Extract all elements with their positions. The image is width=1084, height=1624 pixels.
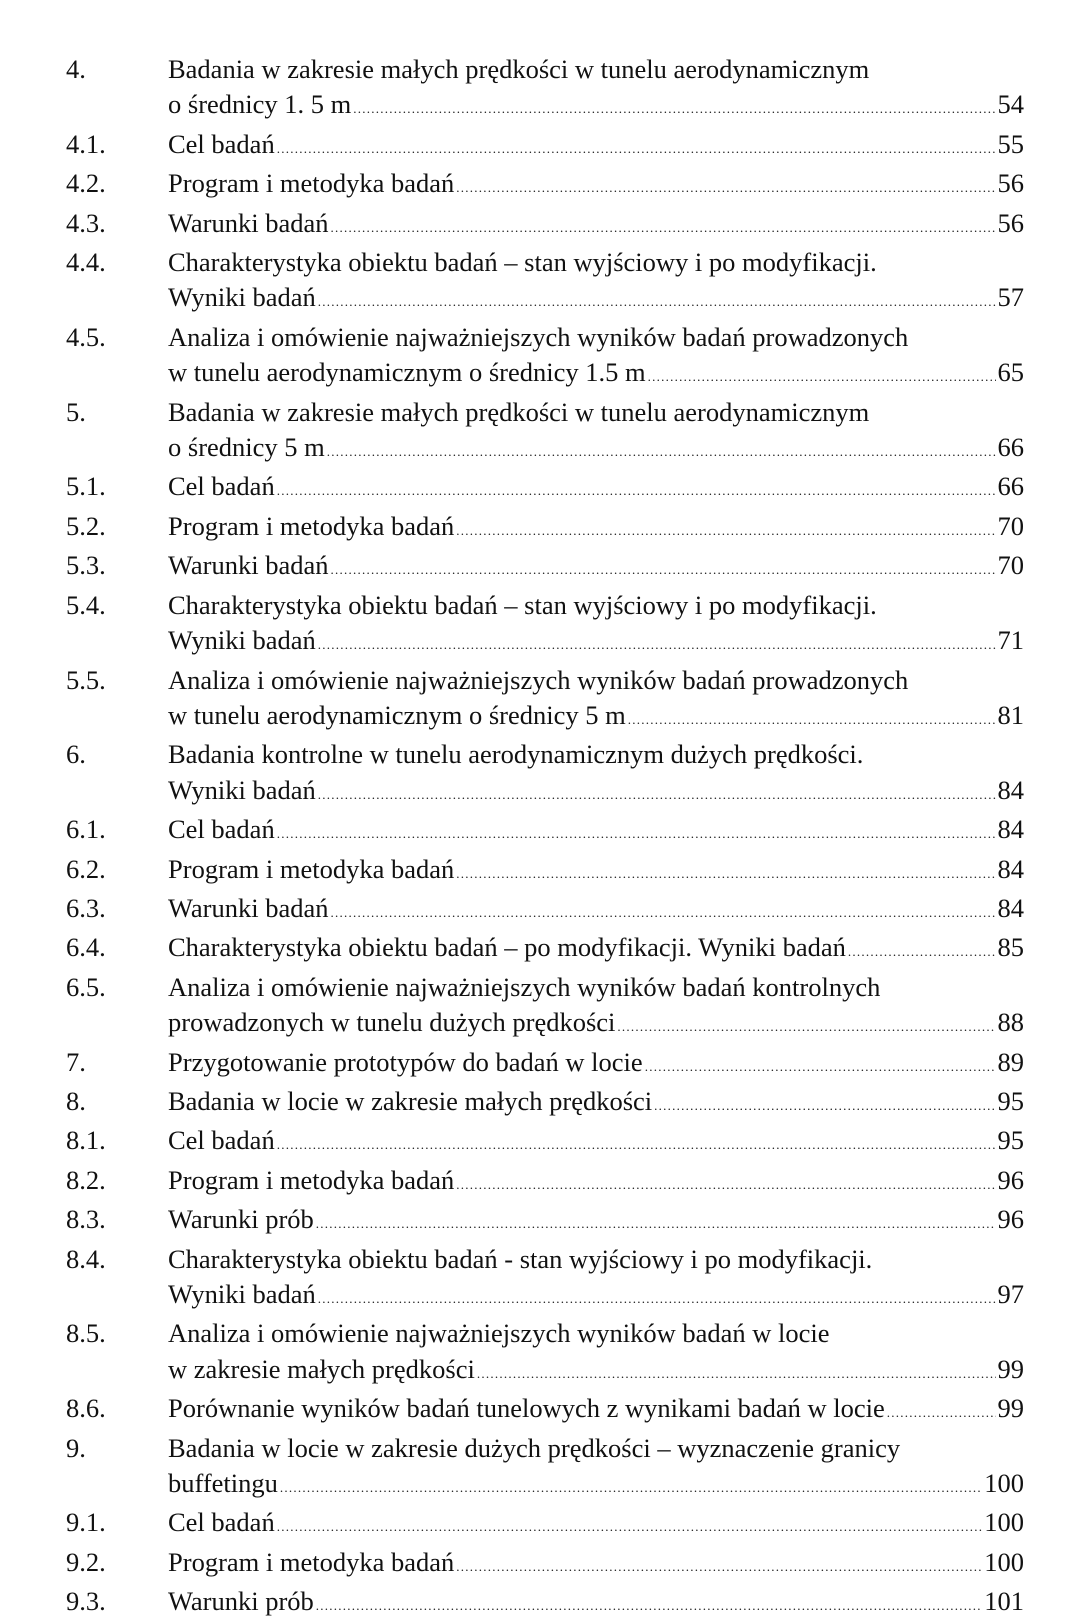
toc-entry-number: 4.2. <box>66 168 106 199</box>
toc-entry-leader-line <box>168 623 1024 662</box>
toc-entry-title: Cel badań <box>168 471 275 502</box>
toc-entry-title: o średnicy 5 m <box>168 432 325 463</box>
dot-leader <box>318 1277 996 1316</box>
dot-leader <box>456 166 995 205</box>
toc-entry-title: Porównanie wyników badań tunelowych z wynikami badań w locie <box>168 1393 885 1424</box>
toc-entry-body <box>168 1084 1024 1123</box>
dot-leader <box>456 1163 995 1202</box>
toc-entry-leader-line <box>168 1163 1024 1202</box>
dot-leader <box>331 548 996 587</box>
toc-entry-number: 6.4. <box>66 932 106 963</box>
toc-entry-page-number: 96 <box>997 1164 1024 1195</box>
toc-entry-page-number: 89 <box>997 1046 1024 1077</box>
toc-entry-leader-line <box>168 1391 1024 1430</box>
dot-leader <box>327 430 996 469</box>
toc-entry-number: 5.2. <box>66 510 106 541</box>
toc-entry-number: 6.5. <box>66 971 106 1002</box>
toc-entry-title: Przygotowanie prototypów do badań w locie <box>168 1046 643 1077</box>
toc-entry <box>66 320 1024 395</box>
dot-leader <box>277 812 996 851</box>
toc-entry-body <box>168 206 1024 245</box>
dot-leader <box>645 1045 996 1084</box>
toc-entry-number: 5. <box>66 396 86 427</box>
toc-entry-number: 5.4. <box>66 589 106 620</box>
toc-entry <box>66 127 1024 166</box>
toc-entry-page-number: 70 <box>997 550 1024 581</box>
toc-entry-number: 8.4. <box>66 1243 106 1274</box>
toc-entry-title: Badania w locie w zakresie małych prędkości <box>168 1085 653 1116</box>
toc-entry-leader-line <box>168 280 1024 319</box>
toc-entry <box>66 812 1024 851</box>
dot-leader <box>331 891 996 930</box>
toc-entry-title: w zakresie małych prędkości <box>168 1353 475 1384</box>
toc-entry-body <box>168 930 1024 969</box>
toc-entry-title-line: Badania kontrolne w tunelu aerodynamicznym dużych prędkości. <box>168 739 864 770</box>
toc-entry-number: 6.3. <box>66 892 106 923</box>
toc-entry-body <box>168 509 1024 548</box>
toc-entry-title: Warunki badań <box>168 550 329 581</box>
dot-leader <box>277 1123 996 1162</box>
toc-entry-leader-line <box>168 166 1024 205</box>
toc-entry-leader-line <box>168 698 1024 737</box>
toc-entry-page-number: 56 <box>997 207 1024 238</box>
toc-entry-title-line: Charakterystyka obiektu badań – stan wyjściowy i po modyfikacji. <box>168 589 877 620</box>
toc-entry-page-number: 65 <box>997 357 1024 388</box>
toc-entry-title: o średnicy 1. 5 m <box>168 89 352 120</box>
toc-entry-leader-line <box>168 1584 1024 1623</box>
toc-entry-title: Cel badań <box>168 1125 275 1156</box>
toc-entry-body <box>168 737 1024 812</box>
toc-entry-body <box>168 812 1024 851</box>
toc-entry-title: Program i metodyka badań <box>168 853 455 884</box>
toc-entry-page-number: 95 <box>997 1125 1024 1156</box>
toc-entry-page-number: 84 <box>997 814 1024 845</box>
dot-leader <box>456 1545 982 1584</box>
toc-entry <box>66 469 1024 508</box>
toc-entry-page-number: 84 <box>997 892 1024 923</box>
toc-entry-title: Wyniki badań <box>168 1279 316 1309</box>
toc-entry-page-number: 97 <box>997 1279 1024 1309</box>
toc-entry-page-number: 66 <box>997 432 1024 463</box>
toc-entry-title: Warunki badań <box>168 207 329 238</box>
toc-entry <box>66 1242 1024 1317</box>
dot-leader <box>456 509 995 548</box>
toc-entry <box>66 588 1024 663</box>
toc-entry <box>66 1316 1024 1391</box>
toc-entry-title-line: Badania w locie w zakresie dużych prędkości – wyznaczenie granicy <box>168 1432 901 1463</box>
toc-entry-page-number: 81 <box>997 699 1024 730</box>
toc-entry-body <box>168 1123 1024 1162</box>
toc-entry-leader-line <box>168 1505 1024 1544</box>
toc-entry <box>66 1505 1024 1544</box>
toc-entry-body <box>168 891 1024 930</box>
toc-entry-body <box>168 1391 1024 1430</box>
toc-entry-body <box>168 1242 1024 1317</box>
toc-entry-body <box>168 52 1024 127</box>
dot-leader <box>617 1005 995 1044</box>
toc-entry-page-number: 101 <box>984 1586 1024 1617</box>
toc-entry-number: 6. <box>66 739 86 770</box>
toc-entry-title: Warunki badań <box>168 892 329 923</box>
toc-entry-title: Program i metodyka badań <box>168 168 455 199</box>
dot-leader <box>316 1584 982 1623</box>
toc-entry-title-line: Analiza i omówienie najważniejszych wyników badań prowadzonych <box>168 664 909 695</box>
toc-entry-leader-line <box>168 1045 1024 1084</box>
toc-entry-leader-line <box>168 430 1024 469</box>
toc-entry-leader-line <box>168 1005 1024 1044</box>
dot-leader <box>887 1391 996 1430</box>
toc-entry-leader-line <box>168 509 1024 548</box>
toc-entry <box>66 166 1024 205</box>
toc-entry-body <box>168 1202 1024 1241</box>
toc-entry <box>66 1431 1024 1506</box>
dot-leader <box>331 206 996 245</box>
dot-leader <box>277 1505 983 1544</box>
toc-entry-body <box>168 663 1024 738</box>
toc-entry-number: 5.5. <box>66 664 106 695</box>
toc-entry-number: 8.1. <box>66 1125 106 1156</box>
toc-entry-number: 6.2. <box>66 853 106 884</box>
toc-entry-title: w tunelu aerodynamicznym o średnicy 5 m <box>168 699 626 730</box>
toc-entry-page-number: 99 <box>997 1393 1024 1424</box>
toc-entry-body <box>168 588 1024 663</box>
toc-entry <box>66 245 1024 320</box>
toc-entry <box>66 930 1024 969</box>
dot-leader <box>277 127 996 166</box>
dot-leader <box>628 698 996 737</box>
toc-entry <box>66 1163 1024 1202</box>
toc-entry-number: 5.1. <box>66 471 106 502</box>
toc-entry-title-line: Analiza i omówienie najważniejszych wyników badań w locie <box>168 1318 830 1349</box>
toc-entry-leader-line <box>168 891 1024 930</box>
toc-entry <box>66 1545 1024 1584</box>
toc-entry-number: 9.3. <box>66 1586 106 1617</box>
toc-entry-body <box>168 852 1024 891</box>
toc-entry-leader-line <box>168 206 1024 245</box>
table-of-contents <box>66 52 1024 1624</box>
toc-entry <box>66 1045 1024 1084</box>
toc-entry <box>66 852 1024 891</box>
dot-leader <box>318 280 996 319</box>
toc-entry-body <box>168 970 1024 1045</box>
dot-leader <box>318 623 996 662</box>
toc-entry-body <box>168 245 1024 320</box>
toc-entry-title: buffetingu <box>168 1468 278 1499</box>
toc-entry-leader-line <box>168 1545 1024 1584</box>
toc-entry-body <box>168 1316 1024 1391</box>
toc-entry-page-number: 95 <box>997 1085 1024 1116</box>
toc-entry <box>66 509 1024 548</box>
toc-entry-number: 4. <box>66 54 86 84</box>
toc-entry-page-number: 55 <box>997 128 1024 159</box>
toc-entry <box>66 1123 1024 1162</box>
toc-entry <box>66 970 1024 1045</box>
toc-entry-leader-line <box>168 773 1024 812</box>
toc-entry-title: Cel badań <box>168 1507 275 1538</box>
toc-entry-title-line: Charakterystyka obiektu badań - stan wyjściowy i po modyfikacji. <box>168 1243 873 1274</box>
toc-entry-title: Cel badań <box>168 814 275 845</box>
toc-entry-leader-line <box>168 812 1024 851</box>
toc-entry-number: 4.3. <box>66 207 106 238</box>
toc-entry-title: Warunki prób <box>168 1204 314 1235</box>
toc-entry <box>66 737 1024 812</box>
toc-entry <box>66 206 1024 245</box>
toc-entry-leader-line <box>168 852 1024 891</box>
toc-entry <box>66 52 1024 127</box>
toc-entry-number: 4.5. <box>66 321 106 352</box>
toc-entry-page-number: 96 <box>997 1204 1024 1235</box>
toc-entry-body <box>168 548 1024 587</box>
toc-entry-page-number: 100 <box>984 1468 1024 1499</box>
toc-entry-number: 8. <box>66 1085 86 1116</box>
toc-entry-page-number: 71 <box>997 625 1024 656</box>
toc-entry-title: Wyniki badań <box>168 774 316 805</box>
toc-entry-number: 4.4. <box>66 247 106 278</box>
toc-entry-title: Program i metodyka badań <box>168 510 455 541</box>
toc-entry-title-line: Badania w zakresie małych prędkości w tunelu aerodynamicznym <box>168 54 870 84</box>
toc-entry-body <box>168 166 1024 205</box>
toc-entry <box>66 1084 1024 1123</box>
toc-entry-leader-line <box>168 1084 1024 1123</box>
toc-entry-page-number: 84 <box>997 853 1024 884</box>
toc-entry <box>66 891 1024 930</box>
toc-entry-number: 8.3. <box>66 1204 106 1235</box>
toc-entry-page-number: 66 <box>997 471 1024 502</box>
toc-entry-page-number: 56 <box>997 168 1024 199</box>
toc-entry-number: 9.2. <box>66 1546 106 1577</box>
toc-entry-page-number: 100 <box>984 1546 1024 1577</box>
dot-leader <box>848 930 996 969</box>
toc-entry <box>66 1202 1024 1241</box>
dot-leader <box>353 87 995 126</box>
toc-entry-number: 6.1. <box>66 814 106 845</box>
dot-leader <box>477 1352 996 1391</box>
toc-entry-leader-line <box>168 355 1024 394</box>
toc-entry-title: Program i metodyka badań <box>168 1546 455 1577</box>
dot-leader <box>654 1084 995 1123</box>
dot-leader <box>316 1202 996 1241</box>
toc-entry-page-number: 99 <box>997 1353 1024 1384</box>
toc-entry-title: Wyniki badań <box>168 282 316 313</box>
toc-entry-number: 5.3. <box>66 550 106 581</box>
toc-entry-page-number: 88 <box>997 1007 1024 1038</box>
toc-entry-leader-line <box>168 1352 1024 1391</box>
toc-entry-title-line: Badania w zakresie małych prędkości w tunelu aerodynamicznym <box>168 396 870 427</box>
toc-entry-title: Wyniki badań <box>168 625 316 656</box>
toc-entry-body <box>168 1545 1024 1584</box>
toc-entry-leader-line <box>168 469 1024 508</box>
toc-entry-leader-line <box>168 87 1024 126</box>
toc-entry-leader-line <box>168 930 1024 969</box>
toc-entry-page-number: 57 <box>997 282 1024 313</box>
toc-entry-number: 9.1. <box>66 1507 106 1538</box>
toc-entry-body <box>168 1431 1024 1506</box>
toc-entry <box>66 548 1024 587</box>
toc-entry-title-line: Analiza i omówienie najważniejszych wyników badań prowadzonych <box>168 321 909 352</box>
toc-entry-title: Warunki prób <box>168 1586 314 1617</box>
toc-entry <box>66 1584 1024 1623</box>
toc-entry-number: 8.6. <box>66 1393 106 1424</box>
toc-entry-leader-line <box>168 548 1024 587</box>
toc-entry-body <box>168 320 1024 395</box>
toc-entry-body <box>168 1045 1024 1084</box>
dot-leader <box>277 469 996 508</box>
toc-entry-leader-line <box>168 1123 1024 1162</box>
toc-entry-page-number: 84 <box>997 774 1024 805</box>
toc-entry-number: 8.2. <box>66 1164 106 1195</box>
toc-entry-number: 7. <box>66 1046 86 1077</box>
toc-entry-page-number: 100 <box>984 1507 1024 1538</box>
toc-entry <box>66 1391 1024 1430</box>
toc-entry-body <box>168 1163 1024 1202</box>
toc-entry-title: Charakterystyka obiektu badań – po modyfikacji. Wyniki badań <box>168 932 846 963</box>
toc-entry-body <box>168 127 1024 166</box>
toc-entry-body <box>168 1584 1024 1623</box>
dot-leader <box>456 852 995 891</box>
toc-entry-page-number: 85 <box>997 932 1024 963</box>
toc-entry-page-number: 70 <box>997 510 1024 541</box>
toc-entry-title-line: Analiza i omówienie najważniejszych wyników badań kontrolnych <box>168 971 881 1002</box>
toc-entry-number: 4.1. <box>66 128 106 159</box>
toc-entry-body <box>168 395 1024 470</box>
toc-entry-title: w tunelu aerodynamicznym o średnicy 1.5 m <box>168 357 646 388</box>
toc-entry-number: 8.5. <box>66 1318 106 1349</box>
toc-entry-leader-line <box>168 1277 1024 1316</box>
toc-entry-title-line: Charakterystyka obiektu badań – stan wyjściowy i po modyfikacji. <box>168 247 877 278</box>
toc-entry-leader-line <box>168 1202 1024 1241</box>
toc-entry <box>66 663 1024 738</box>
toc-entry-title: Cel badań <box>168 128 275 159</box>
dot-leader <box>318 773 996 812</box>
toc-entry-leader-line <box>168 1466 1024 1505</box>
toc-entry <box>66 395 1024 470</box>
dot-leader <box>280 1466 982 1505</box>
toc-entry-body <box>168 469 1024 508</box>
toc-entry-leader-line <box>168 127 1024 166</box>
toc-entry-number: 9. <box>66 1432 86 1463</box>
toc-entry-title: prowadzonych w tunelu dużych prędkości <box>168 1007 616 1038</box>
toc-entry-title: Program i metodyka badań <box>168 1164 455 1195</box>
toc-entry-body <box>168 1505 1024 1544</box>
dot-leader <box>648 355 996 394</box>
toc-entry-page-number: 54 <box>997 89 1024 120</box>
